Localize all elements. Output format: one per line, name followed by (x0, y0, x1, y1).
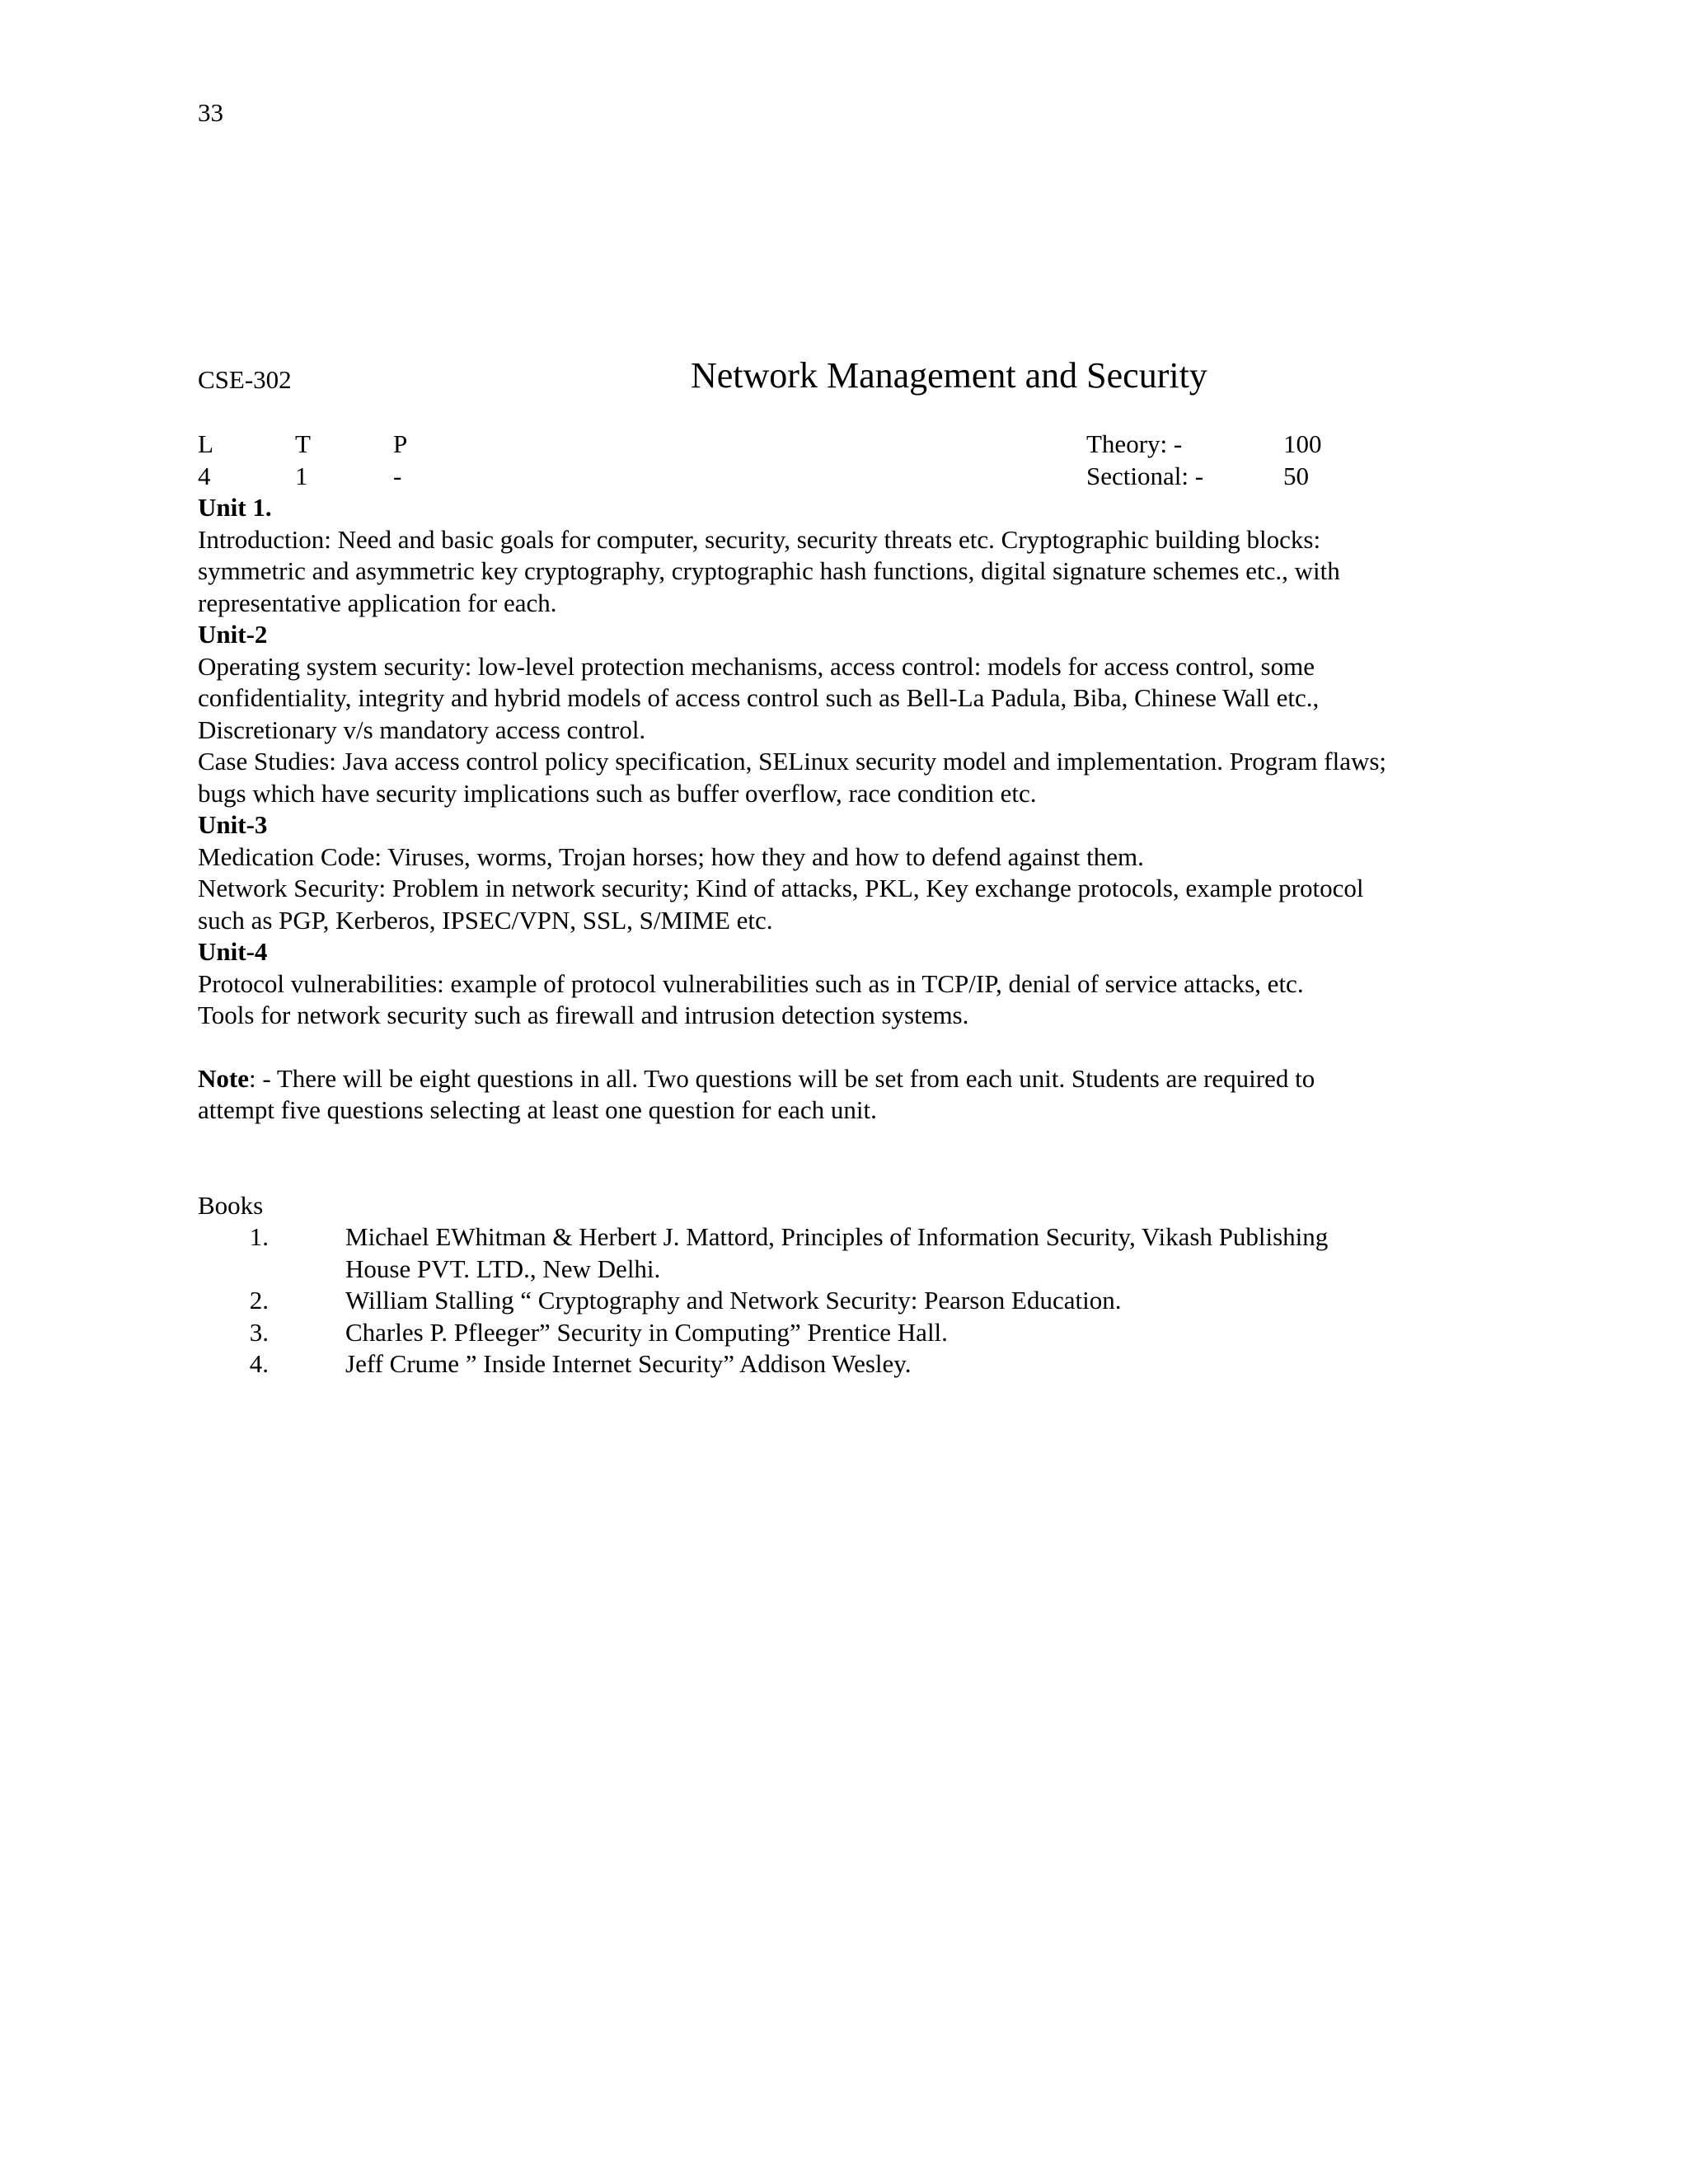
book-number: 4. (249, 1349, 269, 1378)
unit-2-line: bugs which have security implications such as buffer overflow, race condition etc. (198, 778, 1037, 808)
theory-marks-label: Theory: - (1086, 429, 1183, 458)
unit-3-line: Network Security: Problem in network security; Kind of attacks, PKL, Key exchange protocols, example protocol (198, 874, 1364, 902)
book-number: 1. (249, 1222, 269, 1251)
note-text: : - There will be eight questions in all. Two questions will be set from each unit. Students are required to (248, 1063, 1315, 1093)
unit-4-heading: Unit-4 (198, 937, 268, 966)
ltp-value-p: - (393, 462, 402, 490)
syllabus-content (198, 492, 1484, 1380)
book-item (198, 1221, 1484, 1285)
spacer (198, 1032, 1484, 1063)
unit-4-line: Tools for network security such as firewall and intrusion detection systems. (198, 1001, 969, 1029)
page-number: 33 (198, 98, 223, 127)
note-label: Note (198, 1063, 249, 1093)
book-item (198, 1285, 1484, 1317)
spacer (198, 1127, 1484, 1190)
unit-1-line: representative application for each. (198, 588, 557, 617)
unit-3-heading: Unit-3 (198, 810, 268, 839)
ltp-value-t: 1 (295, 462, 308, 490)
book-item (198, 1317, 1484, 1349)
unit-2-line: Case Studies: Java access control policy specification, SELinux security model and implementation. Program flaws; (198, 747, 1387, 776)
sectional-marks-value: 50 (1283, 462, 1309, 490)
book-number: 3. (249, 1317, 269, 1347)
unit-2-line: Operating system security: low-level protection mechanisms, access control: models for access control, some (198, 651, 1315, 681)
ltp-header-l: L (198, 429, 213, 458)
unit-2-line: confidentiality, integrity and hybrid models of access control such as Bell-La Padula, Biba, Chinese Wall etc., (198, 683, 1320, 712)
books-list (198, 1221, 1484, 1380)
unit-3-line: Medication Code: Viruses, worms, Trojan horses; how they and how to defend against them. (198, 841, 1144, 871)
unit-3-line: such as PGP, Kerberos, IPSEC/VPN, SSL, S/MIME etc. (198, 905, 773, 935)
ltp-value-l: 4 (198, 462, 211, 490)
unit-4-line: Protocol vulnerabilities: example of protocol vulnerabilities such as in TCP/IP, denial of service attacks, etc. (198, 968, 1304, 998)
book-text: William Stalling “ Cryptography and Network Security: Pearson Education. (345, 1286, 1122, 1315)
course-code: CSE-302 (198, 365, 292, 394)
unit-2-line: Discretionary v/s mandatory access control. (198, 715, 646, 744)
book-text: House PVT. LTD., New Delhi. (345, 1254, 661, 1283)
theory-marks-value: 100 (1283, 429, 1322, 458)
book-text: Charles P. Pfleeger” Security in Computing” Prentice Hall. (345, 1317, 948, 1347)
book-text: Michael EWhitman & Herbert J. Mattord, Principles of Information Security, Vikash Publishing (345, 1222, 1329, 1251)
note-line: attempt five questions selecting at least one question for each unit. (198, 1095, 877, 1124)
ltp-header-p: P (393, 429, 408, 458)
unit-2-heading: Unit-2 (198, 620, 268, 649)
ltp-header-t: T (295, 429, 311, 458)
unit-1-line: symmetric and asymmetric key cryptography, cryptographic hash functions, digital signature schemes etc., with (198, 556, 1340, 585)
unit-1-heading: Unit 1. (198, 493, 272, 522)
note-line (198, 1063, 1484, 1095)
course-title: Network Management and Security (691, 355, 1207, 396)
sectional-marks-label: Sectional: - (1086, 462, 1204, 490)
books-heading: Books (198, 1190, 264, 1220)
book-item (198, 1348, 1484, 1380)
unit-1-line: Introduction: Need and basic goals for computer, security, security threats etc. Cryptographic building blocks: (198, 524, 1321, 554)
book-text: Jeff Crume ” Inside Internet Security” Addison Wesley. (345, 1349, 912, 1378)
book-number: 2. (249, 1286, 269, 1315)
